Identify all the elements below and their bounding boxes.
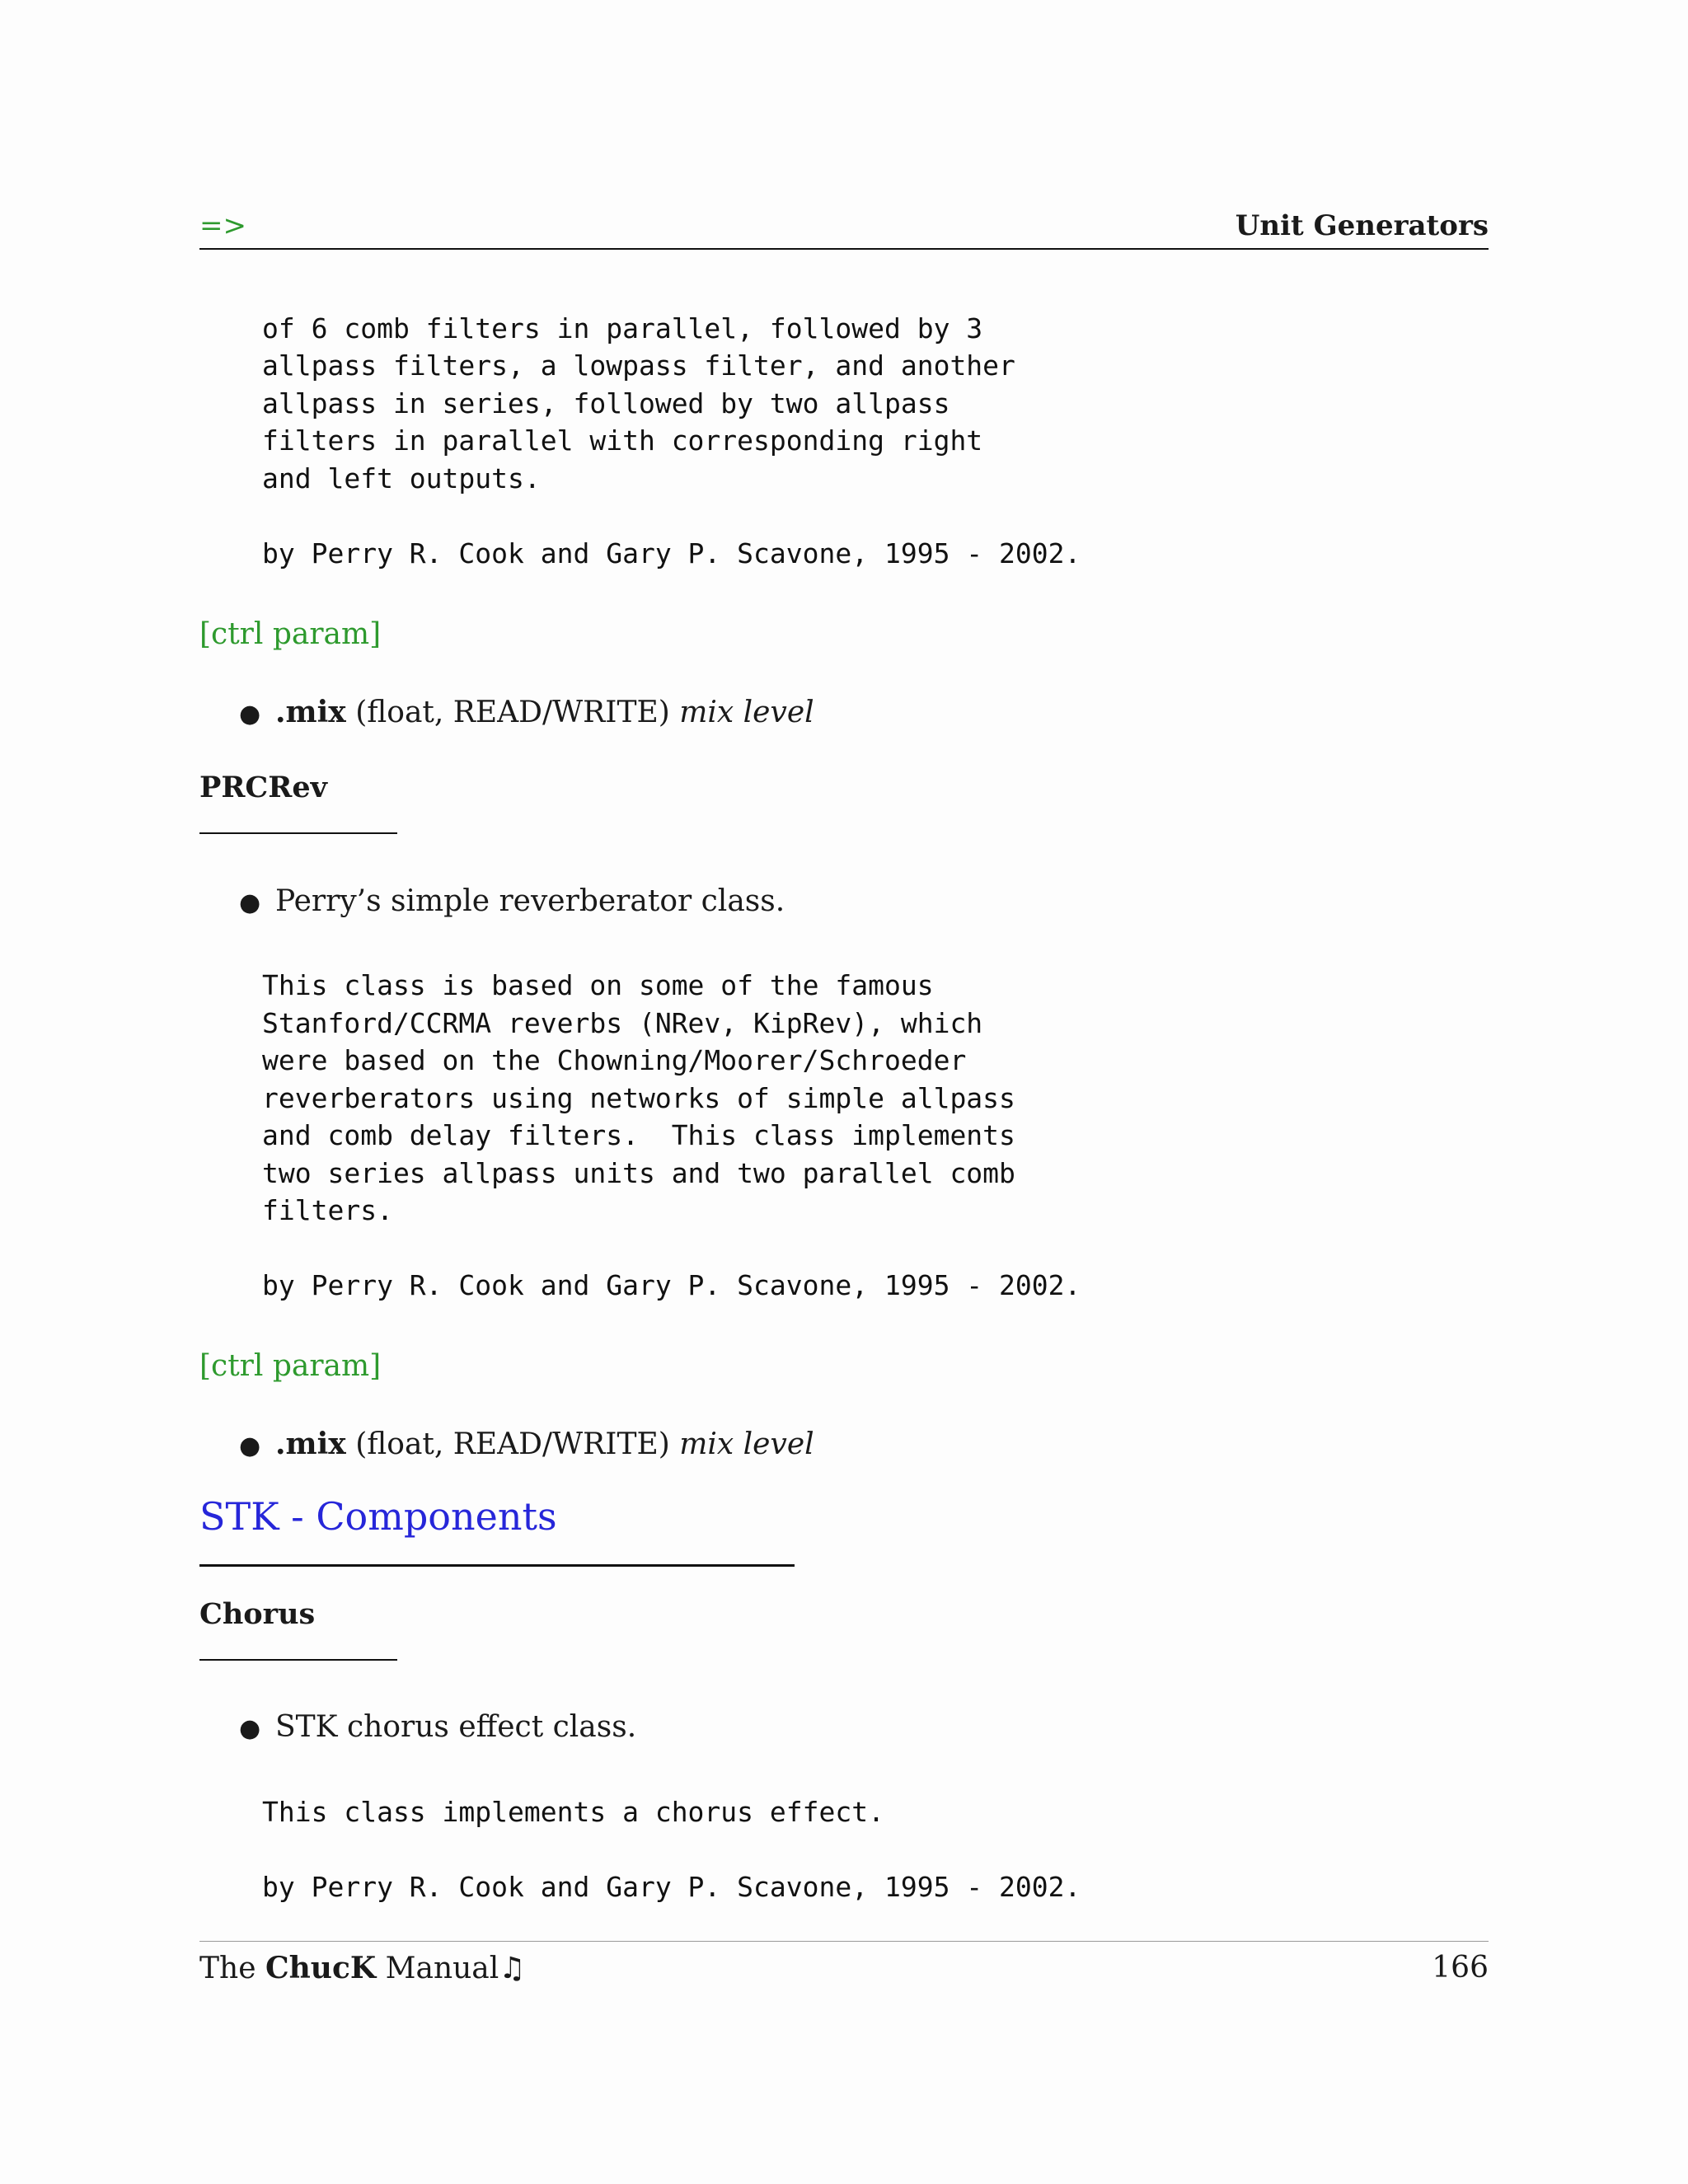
code-line: This class is based on some of the famous xyxy=(262,969,934,1001)
code-line: Stanford/CCRMA reverbs (NRev, KipRev), which xyxy=(262,1007,983,1039)
code-line: were based on the Chowning/Moorer/Schroeder xyxy=(262,1044,967,1076)
section-rule xyxy=(199,832,397,834)
bullet-icon: ● xyxy=(239,700,261,729)
footer-brand: ChucK xyxy=(265,1951,377,1985)
code-line: allpass in series, followed by two allpass xyxy=(262,387,950,419)
summary-text: Perry’s simple reverberator class. xyxy=(275,884,785,918)
header-rule xyxy=(199,248,1489,250)
param-type: (float, READ/WRITE) xyxy=(355,1427,670,1461)
code-line: two series allpass units and two parallel comb xyxy=(262,1157,1015,1189)
param-name: .mix xyxy=(275,695,346,729)
bullet-icon: ● xyxy=(239,888,261,917)
code-line: of 6 comb filters in parallel, followed by 3 xyxy=(262,312,983,344)
footer-suffix: Manual♫ xyxy=(376,1952,526,1985)
header-chapter-title: Unit Generators xyxy=(1235,209,1489,242)
section-title-chorus: Chorus xyxy=(199,1597,316,1631)
credit-line: by Perry R. Cook and Gary P. Scavone, 1995 - 2002. xyxy=(262,537,1081,569)
footer-title xyxy=(199,1950,526,1987)
header-arrow-symbol: => xyxy=(199,209,246,242)
footer-prefix: The xyxy=(199,1952,265,1985)
code-line: This class implements a chorus effect. xyxy=(262,1796,884,1828)
chapter-title-stk-components[interactable]: STK - Components xyxy=(199,1494,557,1539)
ctrl-param-label: [ctrl param] xyxy=(199,1349,382,1383)
ctrl-param-label: [ctrl param] xyxy=(199,617,382,651)
param-type: (float, READ/WRITE) xyxy=(355,696,670,729)
summary-text: STK chorus effect class. xyxy=(275,1710,637,1744)
code-line: and comb delay filters. This class implements xyxy=(262,1119,1015,1151)
summary-item xyxy=(239,883,785,921)
code-line: allpass filters, a lowpass filter, and another xyxy=(262,349,1015,382)
param-item xyxy=(239,1426,814,1465)
page-number: 166 xyxy=(1432,1951,1489,1985)
summary-item xyxy=(239,1709,636,1747)
credit-line: by Perry R. Cook and Gary P. Scavone, 1995 - 2002. xyxy=(262,1269,1081,1301)
credit-line: by Perry R. Cook and Gary P. Scavone, 1995 - 2002. xyxy=(262,1871,1081,1903)
code-line: filters. xyxy=(262,1194,393,1226)
section-title-prcrev: PRCRev xyxy=(199,771,327,804)
chapter-rule xyxy=(199,1564,795,1567)
param-desc: mix level xyxy=(679,696,814,729)
code-line: filters in parallel with corresponding right xyxy=(262,424,983,457)
bullet-icon: ● xyxy=(239,1714,261,1743)
param-name: .mix xyxy=(275,1427,346,1461)
param-desc: mix level xyxy=(679,1427,814,1461)
footer-rule xyxy=(199,1941,1489,1942)
param-item xyxy=(239,694,814,733)
section-rule xyxy=(199,1659,397,1661)
code-line: reverberators using networks of simple allpass xyxy=(262,1082,1015,1114)
bullet-icon: ● xyxy=(239,1432,261,1460)
code-line: and left outputs. xyxy=(262,462,541,494)
